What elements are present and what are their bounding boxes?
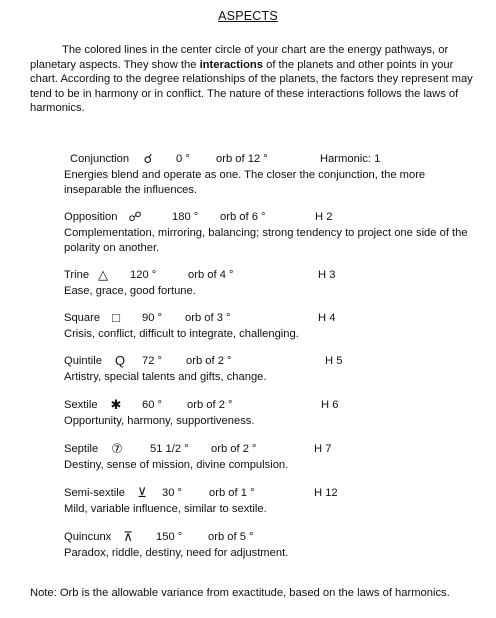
aspect-orb: orb of 12 ° bbox=[216, 153, 268, 165]
semi-sextile-icon: ⊻ bbox=[137, 485, 147, 500]
aspect-orb: orb of 3 ° bbox=[185, 312, 231, 324]
opposition-icon: ☍ bbox=[128, 209, 142, 224]
aspect-degree: 30 ° bbox=[162, 487, 183, 499]
aspect-orb: orb of 5 ° bbox=[208, 531, 254, 543]
aspect-degree: 51 1/2 ° bbox=[150, 443, 189, 455]
aspect-name: Opposition bbox=[64, 211, 118, 223]
aspect-opposition bbox=[64, 210, 484, 255]
aspect-quintile bbox=[64, 354, 484, 385]
aspect-name: Trine bbox=[64, 269, 90, 281]
aspect-degree: 60 ° bbox=[142, 399, 163, 411]
aspect-harmonic: H 12 bbox=[314, 487, 338, 499]
aspect-orb: orb of 2 ° bbox=[211, 443, 257, 455]
aspect-degree: 90 ° bbox=[142, 312, 163, 324]
aspect-orb: orb of 2 ° bbox=[187, 399, 233, 411]
septile-icon: ⑦ bbox=[111, 441, 123, 456]
aspect-degree: 180 ° bbox=[172, 211, 199, 223]
aspect-orb: orb of 6 ° bbox=[220, 211, 266, 223]
aspect-sextile bbox=[64, 398, 484, 429]
aspect-harmonic: H 5 bbox=[325, 355, 343, 367]
aspect-description: Paradox, riddle, destiny, need for adjustment. bbox=[64, 547, 289, 559]
trine-icon: △ bbox=[98, 267, 108, 282]
aspect-name: Quincunx bbox=[64, 531, 112, 543]
quincunx-icon: ⊼ bbox=[123, 529, 133, 544]
aspect-quincunx bbox=[64, 530, 484, 561]
aspect-description: Complementation, mirroring, balancing; strong tendency to project one side of the polarity on another. bbox=[64, 227, 468, 254]
aspect-description: Mild, variable influence, similar to sextile. bbox=[64, 503, 267, 515]
aspect-trine bbox=[64, 268, 484, 299]
aspect-harmonic: H 2 bbox=[315, 211, 333, 223]
aspect-description: Energies blend and operate as one. The closer the conjunction, the more inseparable the influences. bbox=[64, 169, 426, 196]
page-title: ASPECTS bbox=[218, 9, 278, 23]
aspect-orb: orb of 2 ° bbox=[186, 355, 232, 367]
aspect-harmonic: H 4 bbox=[318, 312, 336, 324]
aspect-degree: 120 ° bbox=[130, 269, 157, 281]
aspect-description: Crisis, conflict, difficult to integrate, challenging. bbox=[64, 328, 299, 340]
aspect-harmonic: H 3 bbox=[318, 269, 336, 281]
aspect-harmonic: H 7 bbox=[314, 443, 332, 455]
aspect-harmonic: H 6 bbox=[321, 399, 339, 411]
aspect-degree: 150 ° bbox=[156, 531, 183, 543]
aspect-degree: 0 ° bbox=[176, 153, 190, 165]
quintile-icon: Q bbox=[114, 353, 126, 368]
intro-text-1: The colored lines in the center circle of your chart are the energy pathways, or planetary aspects. They show the bbox=[30, 44, 449, 71]
aspect-name: Quintile bbox=[64, 355, 102, 367]
sextile-icon: ✱ bbox=[110, 397, 122, 412]
aspect-name: Septile bbox=[64, 443, 99, 455]
aspect-square bbox=[64, 311, 484, 342]
aspect-description: Opportunity, harmony, supportiveness. bbox=[64, 415, 255, 427]
aspect-septile bbox=[64, 442, 484, 473]
aspect-name: Sextile bbox=[64, 399, 98, 411]
aspect-description: Destiny, sense of mission, divine compulsion. bbox=[64, 459, 289, 471]
aspect-description: Ease, grace, good fortune. bbox=[64, 285, 196, 297]
aspect-orb: orb of 1 ° bbox=[209, 487, 255, 499]
aspect-semi-sextile bbox=[64, 486, 484, 517]
intro-emphasis: interactions bbox=[199, 58, 263, 71]
aspect-name: Conjunction bbox=[70, 153, 130, 165]
intro-text-2: of the planets and other points in your chart. According to the degree relationships of the planets, the factors they represent may tend to be in harmony or in conflict. The nature of these interactions follows the laws of harmonics. bbox=[30, 58, 473, 115]
aspect-degree: 72 ° bbox=[142, 355, 163, 367]
aspect-conjunction bbox=[64, 152, 484, 197]
square-icon: □ bbox=[112, 310, 120, 325]
aspect-description: Artistry, special talents and gifts, change. bbox=[64, 371, 267, 383]
conjunction-icon: ☌ bbox=[143, 151, 153, 166]
footnote: Note: Orb is the allowable variance from exactitude, based on the laws of harmonics. bbox=[30, 587, 450, 599]
aspect-orb: orb of 4 ° bbox=[188, 269, 234, 281]
aspect-name: Square bbox=[64, 312, 101, 324]
aspect-harmonic: Harmonic: 1 bbox=[320, 153, 381, 165]
intro-paragraph bbox=[30, 43, 482, 116]
aspect-name: Semi-sextile bbox=[64, 487, 125, 499]
